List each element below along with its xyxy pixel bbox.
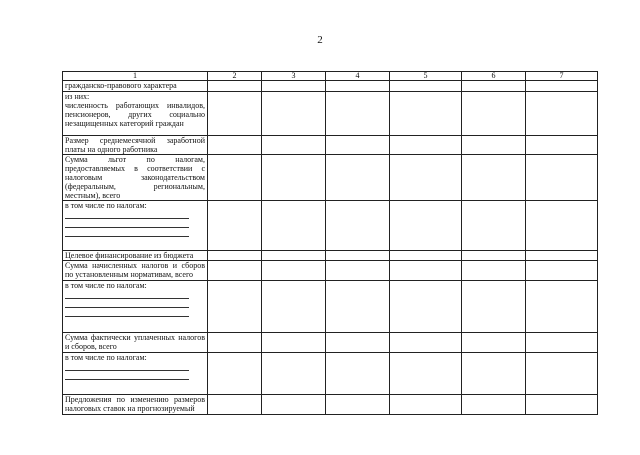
table-cell — [262, 92, 326, 136]
table-cell — [390, 261, 462, 281]
table-cell — [262, 261, 326, 281]
table-cell — [462, 261, 526, 281]
table-cell — [390, 395, 462, 415]
table-cell — [326, 353, 390, 395]
table-cell — [526, 353, 598, 395]
table-cell — [326, 92, 390, 136]
table-cell — [326, 136, 390, 155]
table-cell — [262, 333, 326, 353]
table-row — [63, 201, 598, 251]
tax-form-table — [62, 71, 598, 415]
blank-line — [65, 219, 189, 228]
table-cell — [526, 251, 598, 261]
table-cell — [262, 281, 326, 333]
table-cell — [390, 281, 462, 333]
table-cell — [462, 395, 526, 415]
table-cell — [262, 81, 326, 92]
table-cell — [526, 395, 598, 415]
table-cell — [390, 251, 462, 261]
table-cell — [326, 261, 390, 281]
table-cell — [208, 395, 262, 415]
table-cell — [208, 353, 262, 395]
row-label-including-taxes-text: в том числе по налогам: — [65, 201, 147, 210]
column-header: 2 — [208, 72, 262, 81]
table-cell — [462, 155, 526, 201]
blank-line — [65, 228, 189, 237]
row-label-budget-financing: Целевое финансирование из бюджета — [63, 251, 208, 261]
row-label-including-taxes — [63, 281, 208, 333]
table-cell — [462, 333, 526, 353]
table-cell — [462, 251, 526, 261]
row-label-including-taxes-text: в том числе по налогам: — [65, 353, 147, 362]
table-cell — [462, 81, 526, 92]
table-row — [63, 81, 598, 92]
table-row — [63, 136, 598, 155]
blank-line — [65, 308, 189, 317]
table-cell — [208, 281, 262, 333]
table-row — [63, 261, 598, 281]
table-row — [63, 92, 598, 136]
column-header: 7 — [526, 72, 598, 81]
row-label-iz-nih: из них: — [65, 92, 90, 101]
table-cell — [390, 92, 462, 136]
page-number: 2 — [317, 34, 323, 46]
column-number-row — [63, 72, 598, 81]
table-cell — [526, 81, 598, 92]
table-cell — [262, 201, 326, 251]
table-cell — [326, 251, 390, 261]
table-cell — [390, 136, 462, 155]
table-cell — [326, 281, 390, 333]
table-row — [63, 155, 598, 201]
table-cell — [390, 81, 462, 92]
row-label-average-salary: Размер среднемесячной заработной платы на одного работника — [63, 136, 208, 155]
table-cell — [526, 92, 598, 136]
table-cell — [262, 251, 326, 261]
table-cell — [208, 81, 262, 92]
table-cell — [390, 333, 462, 353]
table-cell — [526, 333, 598, 353]
table-cell — [526, 155, 598, 201]
row-label-including-taxes-text: в том числе по налогам: — [65, 281, 147, 290]
table-cell — [208, 136, 262, 155]
column-header: 3 — [262, 72, 326, 81]
blank-line — [65, 299, 189, 308]
table-cell — [208, 261, 262, 281]
table-row — [63, 353, 598, 395]
row-label-tax-rate-proposals: Предложения по изменению размеров налоговых ставок на прогнозируемый — [63, 395, 208, 415]
column-header: 5 — [390, 72, 462, 81]
table-cell — [262, 155, 326, 201]
blank-line — [65, 290, 189, 299]
row-label-including-taxes — [63, 201, 208, 251]
blank-line — [65, 210, 189, 219]
row-label-disabled-workers-text: численность работающих инвалидов, пенсионеров, других социально незащищенных категорий граждан — [65, 101, 205, 128]
table-cell — [326, 333, 390, 353]
table-cell — [326, 81, 390, 92]
column-header: 6 — [462, 72, 526, 81]
table-row — [63, 333, 598, 353]
table-cell — [390, 201, 462, 251]
table-cell — [526, 261, 598, 281]
table-cell — [462, 92, 526, 136]
table-cell — [326, 155, 390, 201]
table-cell — [326, 201, 390, 251]
table-cell — [390, 353, 462, 395]
table-cell — [208, 92, 262, 136]
table-cell — [208, 251, 262, 261]
row-label-accrued-taxes: Сумма начисленных налогов и сборов по установленным нормативам, всего — [63, 261, 208, 281]
table-cell — [526, 281, 598, 333]
column-header: 4 — [326, 72, 390, 81]
table-cell — [208, 201, 262, 251]
table-cell — [208, 155, 262, 201]
table-cell — [208, 333, 262, 353]
row-label-disabled-workers — [63, 92, 208, 136]
row-label-continuation: гражданско-правового характера — [63, 81, 208, 92]
blank-line — [65, 362, 189, 371]
table-cell — [462, 136, 526, 155]
table-cell — [326, 395, 390, 415]
table-cell — [462, 201, 526, 251]
table-row — [63, 395, 598, 415]
row-label-tax-benefits: Сумма льгот по налогам, предоставляемых в соответствии с налоговым законодательством (федеральным, региональным, местным), всего — [63, 155, 208, 201]
table-row — [63, 281, 598, 333]
row-label-including-taxes — [63, 353, 208, 395]
row-label-paid-taxes: Сумма фактически уплаченных налогов и сборов, всего — [63, 333, 208, 353]
table-cell — [390, 155, 462, 201]
table-cell — [462, 353, 526, 395]
column-header: 1 — [63, 72, 208, 81]
table-cell — [526, 136, 598, 155]
table-cell — [462, 281, 526, 333]
table-cell — [526, 201, 598, 251]
table-cell — [262, 395, 326, 415]
blank-line — [65, 371, 189, 380]
table-cell — [262, 136, 326, 155]
table-cell — [262, 353, 326, 395]
table-row — [63, 251, 598, 261]
